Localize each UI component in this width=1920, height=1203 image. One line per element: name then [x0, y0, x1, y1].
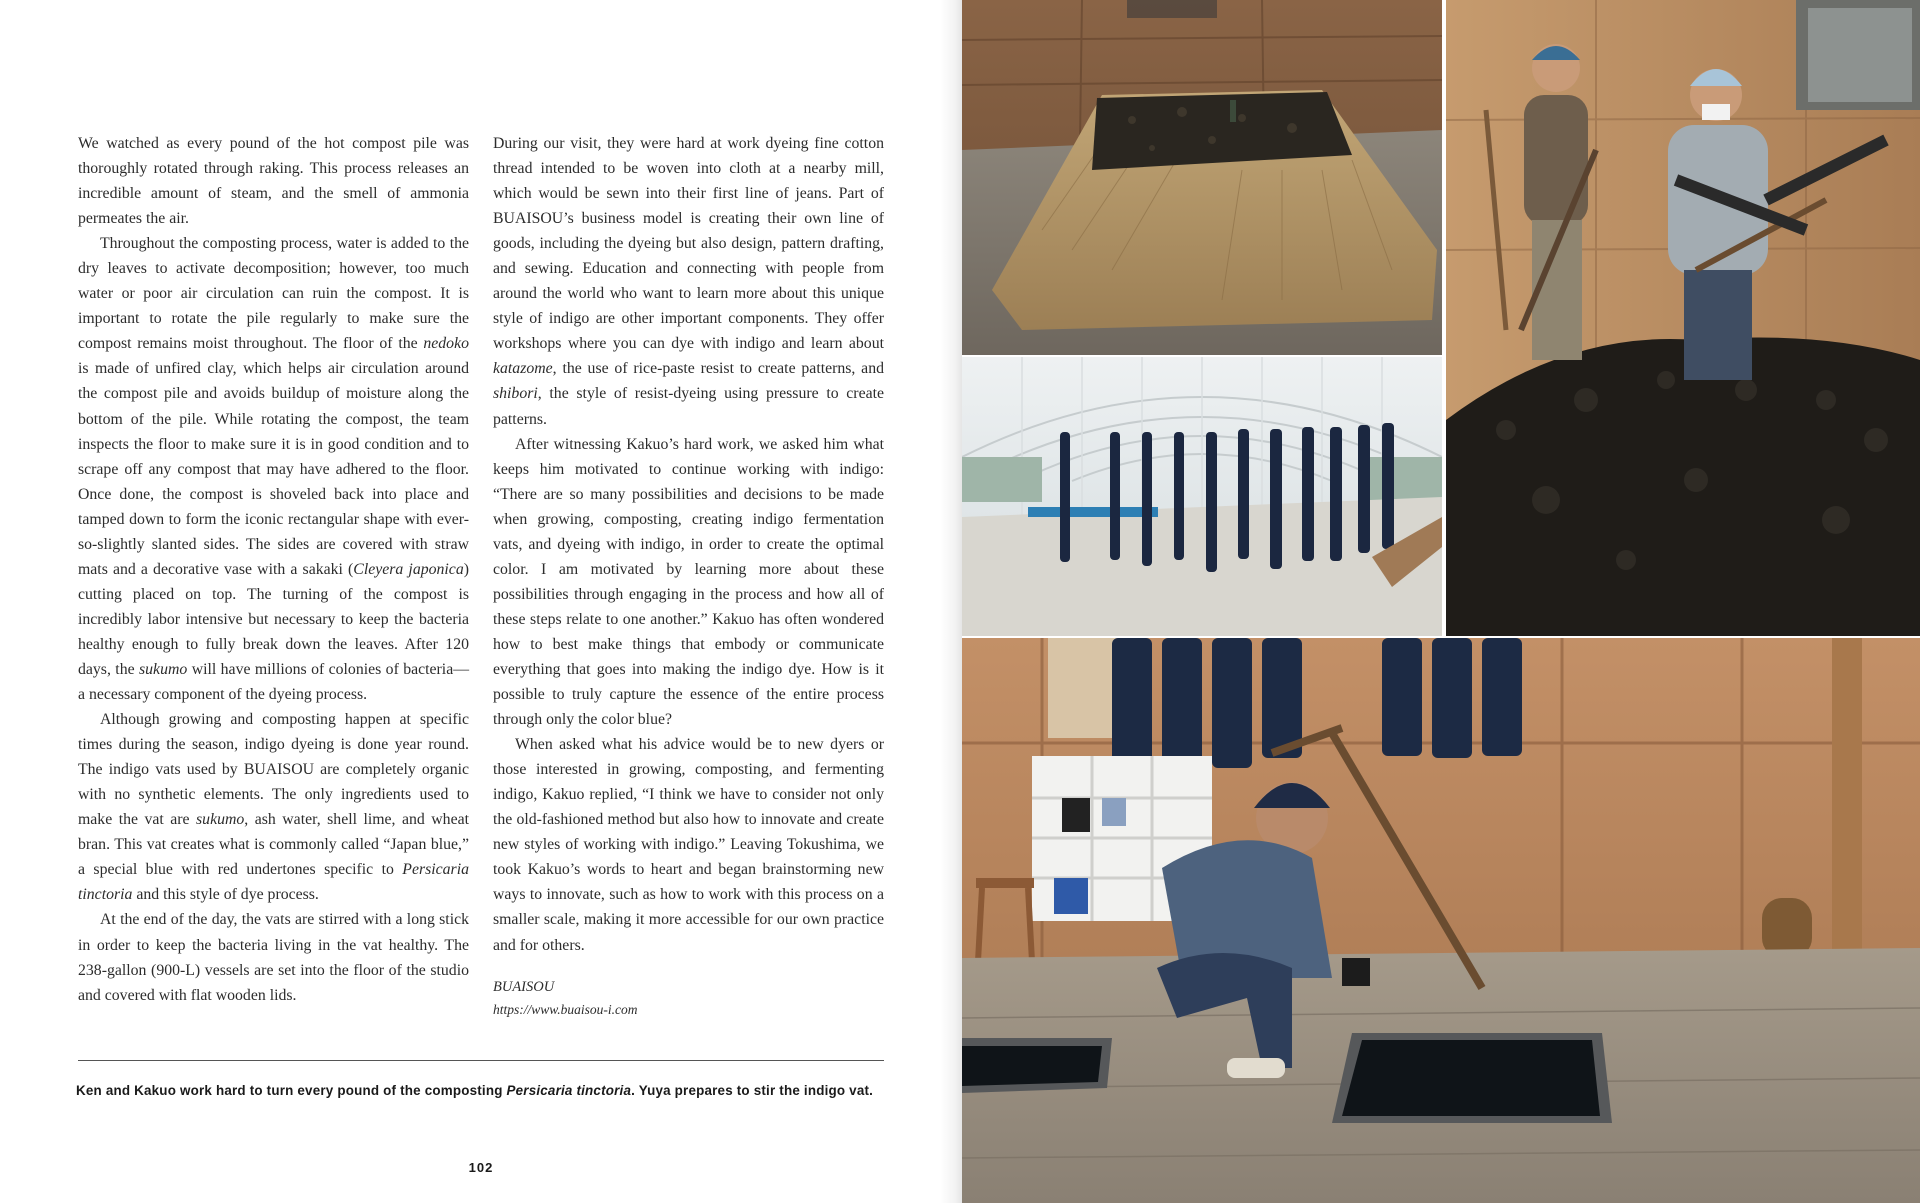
text-column-left	[78, 131, 469, 1008]
paragraph: When asked what his advice would be to new dyers or those interested in growing, composting, and fermenting indigo, Kakuo replied, “I think we have to consider not only the old-fashioned method but also how to innovate and create new styles of working with indigo.” Leaving Tokushima, we took Kakuo’s words to heart and began brainstorming new ways to innovate, such as how to work with this process on a smaller scale, making it more accessible for our own practice and for others.	[493, 736, 884, 954]
paragraph: During our visit, they were hard at work dyeing fine cotton thread intended to be woven into cloth at a nearby mill, which would be sewn into their first line of jeans. Part of BUAISOU’s business model is creating their own line of goods, including the dyeing but also design, pattern drafting, and sewing. Education and connecting with people from around the world who want to learn more about this unique style of indigo are other important components. They offer workshops where you can dye with indigo and learn about katazome, the use of rice-paste resist to create patterns, and shibori, the style of resist-dyeing using pressure to create patterns.	[493, 135, 884, 428]
paragraph: Although growing and composting happen at specific times during the season, indigo dyeing is done year round. The indigo vats used by BUAISOU are completely organic with no synthetic elements. The only ingredients used to make the vat are sukumo, ash water, shell lime, and wheat bran. This vat creates what is commonly called “Japan blue,” a special blue with red undertones specific to Persicaria tinctoria and this style of dye process.	[78, 711, 469, 904]
greenhouse-skeins-photo	[962, 357, 1442, 636]
right-page	[962, 0, 1920, 1203]
gutter-shadow	[940, 0, 962, 1203]
paragraph: After witnessing Kakuo’s hard work, we asked him what keeps him motivated to continue working with indigo: “There are so many possibilities and decisions to be made when growing, composting, creating indigo fermentation vats, and dyeing with indigo, in order to create the optimal color. I am motivated by learning more about these possibilities through engaging in the process and how all of these steps relate to one another.” Kakuo has often wondered how to best make things that embody or communicate everything that goes into making the indigo dye. How is it possible to truly capture the essence of the entire process through only the color blue?	[493, 435, 884, 729]
text-column-right	[493, 131, 884, 1020]
caption-divider	[78, 1060, 884, 1061]
source-name: BUAISOU	[493, 978, 555, 995]
photo-caption: Ken and Kakuo work hard to turn every pound of the composting Persicaria tinctoria. Yuya prepares to stir the indigo vat.	[76, 1083, 874, 1098]
paragraph: Throughout the composting process, water is added to the dry leaves to activate decomposition; however, too much water or poor air circulation can ruin the compost. It is important to rotate the pile regularly to make sure the compost remains moist throughout. The floor of the nedoko is made of unfired clay, which helps air circulation around the compost pile and avoids buildup of moisture along the bottom of the pile. While rotating the compost, the team inspects the floor to make sure it is in good condition and to scrape off any compost that may have adhered to the floor. Once done, the compost is shoveled back into place and tamped down to form the iconic rectangular shape with ever-so-slightly slanted sides. The sides are covered with straw mats and a decorative vase with a sakaki (Cleyera japonica) cutting placed on top. The turning of the compost is incredibly labor intensive but necessary to keep the bacteria healthy enough to fully break down the leaves. After 120 days, the sukumo will have millions of colonies of bacteria—a necessary component of the dyeing process.	[78, 235, 470, 704]
page-number: 102	[468, 1160, 494, 1175]
workers-raking-photo	[1446, 0, 1920, 636]
compost-pile-photo	[962, 0, 1442, 355]
stirring-vat-photo	[962, 638, 1920, 1203]
paragraph: We watched as every pound of the hot compost pile was thoroughly rotated through raking. This process releases an incredible amount of steam, and the smell of ammonia permeates the air.	[78, 135, 469, 228]
source-link[interactable]: https://www.buaisou-i.com	[493, 1001, 638, 1017]
paragraph: At the end of the day, the vats are stirred with a long stick in order to keep the bacteria living in the vat healthy. The 238-gallon (900-L) vessels are set into the floor of the studio and covered with flat wooden lids.	[78, 911, 469, 1004]
